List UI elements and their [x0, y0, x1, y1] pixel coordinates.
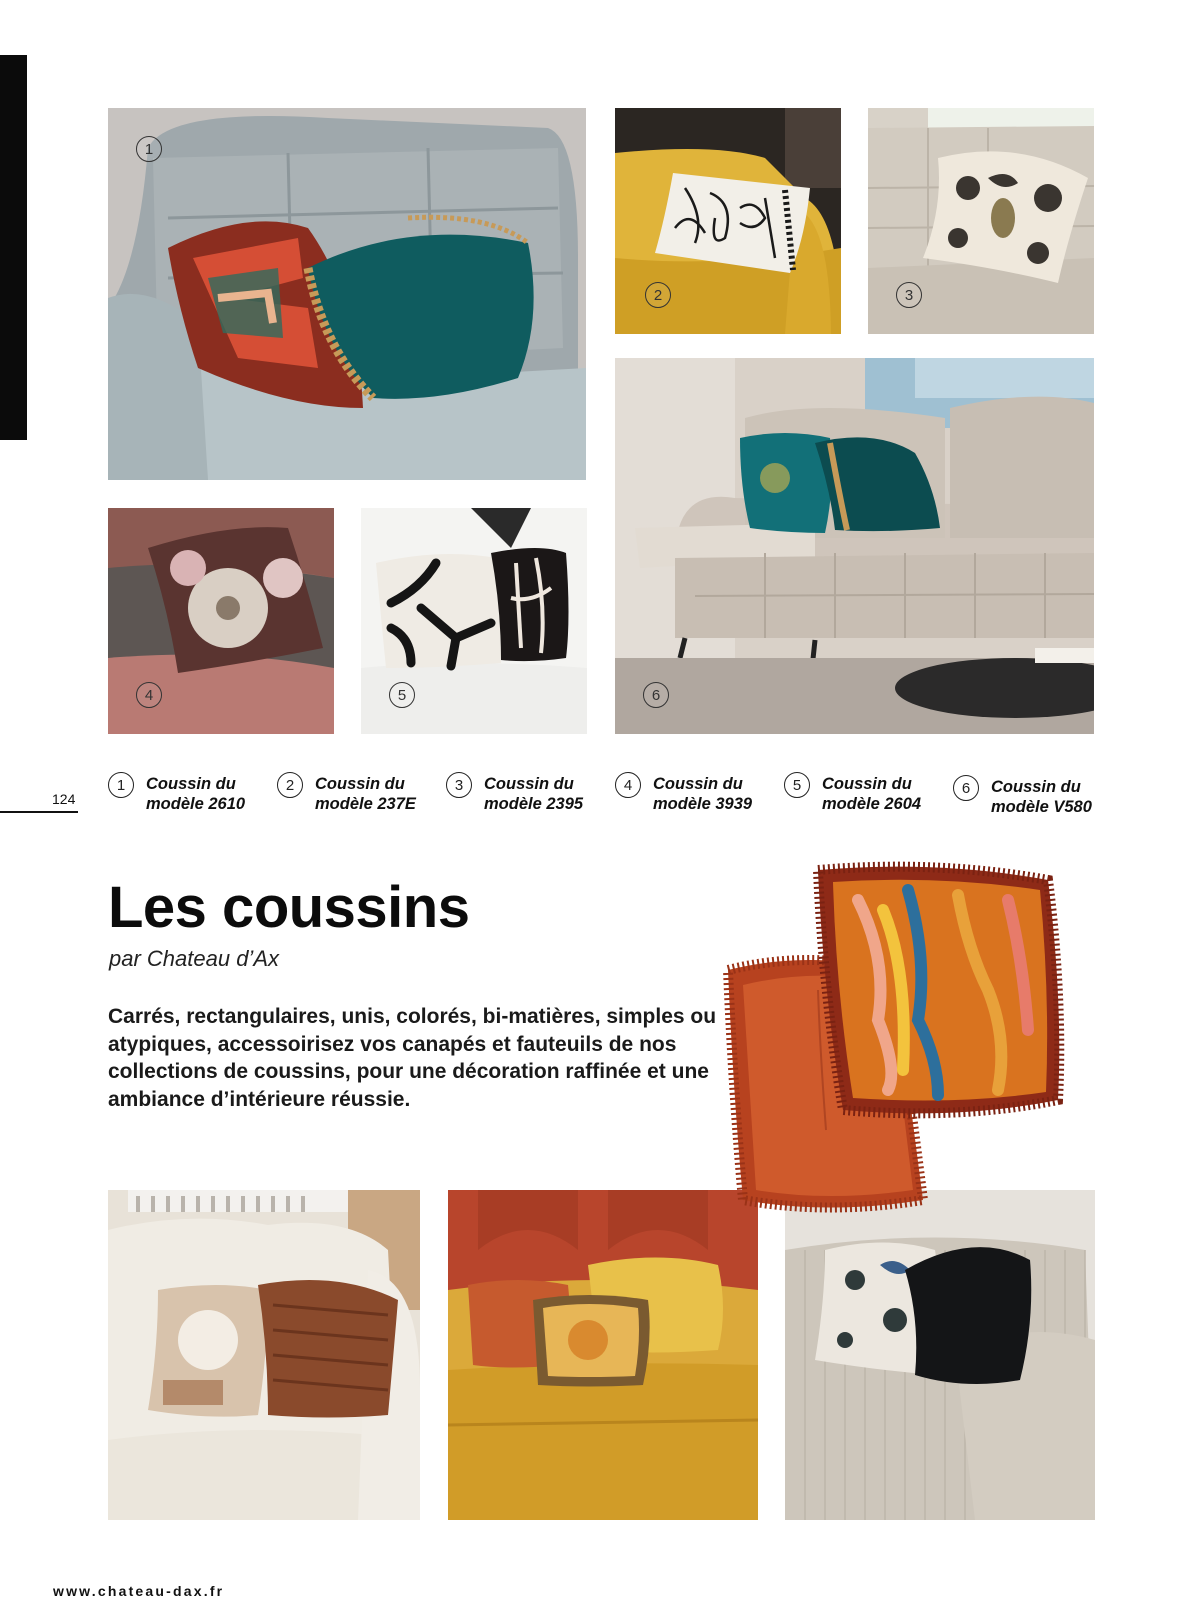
caption-text-1: Coussin du modèle 2610 [146, 775, 246, 813]
page-number-rule [0, 811, 78, 813]
caption-text-3: Coussin du modèle 2395 [484, 775, 584, 813]
caption-5 [784, 772, 949, 822]
photo-marker-1: 1 [136, 136, 162, 162]
photo-coussin-237e [615, 108, 841, 334]
caption-marker-1: 1 [108, 772, 134, 798]
photo-coussin-2395 [868, 108, 1094, 334]
caption-3 [446, 772, 611, 822]
caption-2 [277, 772, 442, 822]
page-number: 124 [52, 791, 76, 807]
edge-black-bar [0, 55, 27, 440]
photo-coussin-3939 [108, 508, 334, 734]
caption-6 [953, 775, 1118, 825]
caption-marker-6: 6 [953, 775, 979, 801]
section-body: Carrés, rectangulaires, unis, colorés, bi-matières, simples ou atypiques, accessoirisez vos canapés et fauteuils de nos collections de coussins, pour une décoration raffinée et une ambiance d’intérieure réussie. [108, 1005, 717, 1111]
caption-text-2: Coussin du modèle 237E [315, 775, 416, 813]
website-url: www.chateau-dax.fr [53, 1583, 225, 1599]
photo-marker-4: 4 [136, 682, 162, 708]
photo-marker-5: 5 [389, 682, 415, 708]
photo-cream-sofa [108, 1190, 420, 1520]
caption-marker-4: 4 [615, 772, 641, 798]
photo-marker-3: 3 [896, 282, 922, 308]
photo-yellow-sofa [448, 1190, 758, 1520]
photo-coussin-v580 [615, 358, 1094, 734]
caption-text-6: Coussin du modèle V580 [991, 778, 1092, 816]
photo-marker-6: 6 [643, 682, 669, 708]
caption-marker-3: 3 [446, 772, 472, 798]
caption-marker-2: 2 [277, 772, 303, 798]
caption-text-5: Coussin du modèle 2604 [822, 775, 922, 813]
photo-coussin-2610 [108, 108, 586, 480]
photo-coussin-2604 [361, 508, 587, 734]
section-subtitle: par Chateau d’Ax [109, 946, 279, 971]
caption-text-4: Coussin du modèle 3939 [653, 775, 753, 813]
photo-fringed-cushions [708, 870, 1073, 1220]
caption-4 [615, 772, 780, 822]
photo-beige-sofa [785, 1190, 1095, 1520]
photo-marker-2: 2 [645, 282, 671, 308]
caption-marker-5: 5 [784, 772, 810, 798]
caption-1 [108, 772, 273, 822]
section-title: Les coussins [108, 875, 470, 940]
